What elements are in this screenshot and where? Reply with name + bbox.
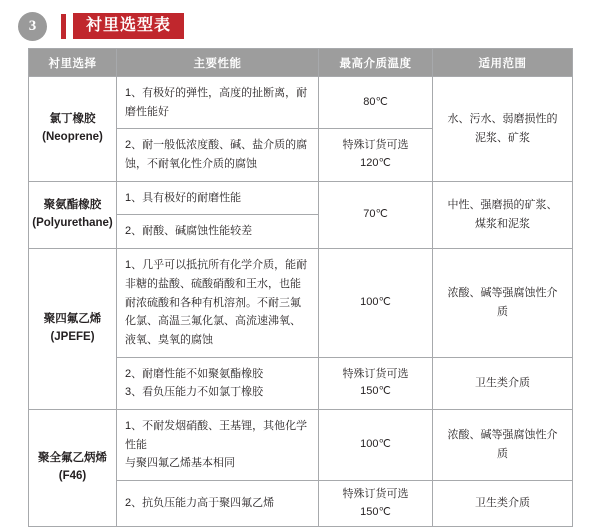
- cell-lining-fep: [29, 409, 117, 526]
- cell-temperature: 80℃: [319, 77, 433, 129]
- lining-name-en: (JPEFE): [50, 331, 95, 344]
- scope-line-2: 泥浆、矿浆: [475, 131, 530, 144]
- performance-line-2: 3、看负压能力不如氯丁橡胶: [125, 386, 264, 399]
- scope-line-2: 质: [497, 305, 508, 318]
- title-wrap: [61, 13, 184, 40]
- title-accent-bar: [61, 14, 66, 39]
- lining-table-wrap: [0, 42, 600, 527]
- cell-performance: [117, 357, 319, 409]
- step-badge: 3: [18, 12, 47, 41]
- cell-scope: 卫生类介质: [433, 481, 573, 527]
- cell-temperature: 100℃: [319, 409, 433, 480]
- section-header: [0, 0, 600, 42]
- cell-lining-polyurethane: [29, 181, 117, 248]
- scope-line-2: 煤浆和泥浆: [475, 217, 530, 230]
- lining-selection-table: [28, 48, 573, 527]
- cell-scope: [433, 409, 573, 480]
- performance-line-1: 1、不耐发烟硝酸、王基锂，其他化学性能: [125, 419, 308, 451]
- cell-temperature: [319, 481, 433, 527]
- lining-name-en: (Neoprene): [42, 130, 103, 143]
- cell-performance: 1、有极好的弹性，高度的扯断离，耐磨性能好: [117, 77, 319, 129]
- cell-scope: [433, 249, 573, 357]
- cell-temperature: [319, 357, 433, 409]
- cell-lining-ptfe: [29, 249, 117, 410]
- scope-line-1: 中性、强磨损的矿浆、: [447, 199, 558, 212]
- cell-lining-neoprene: [29, 77, 117, 182]
- lining-name-cn: 聚氨酯橡胶: [43, 199, 102, 212]
- scope-line-2: 质: [497, 447, 508, 460]
- cell-temperature: [319, 129, 433, 181]
- column-header-performance: 主要性能: [117, 49, 319, 77]
- cell-performance: 1、几乎可以抵抗所有化学介质，能耐非糖的盐酸、硫酸硝酸和王水，也能耐浓硫酸和各种有机溶剂。不耐三氟化氯、高温三氟化氯、高流速沸氧、液氧、臭氧的腐蚀: [117, 249, 319, 357]
- cell-scope: [433, 77, 573, 182]
- lining-name-cn: 聚四氟乙烯: [43, 313, 102, 326]
- cell-scope: [433, 181, 573, 248]
- temperature-line-1: 特殊订货可选: [342, 488, 409, 500]
- cell-performance: 2、耐一般低浓度酸、碱、盐介质的腐蚀，不耐氧化性介质的腐蚀: [117, 129, 319, 181]
- lining-name-cn: 氯丁橡胶: [49, 113, 96, 126]
- column-header-temperature: 最高介质温度: [319, 49, 433, 77]
- cell-performance: 2、耐酸、碱腐蚀性能较差: [117, 215, 319, 249]
- scope-line-1: 水、污水、弱磨损性的: [447, 113, 558, 126]
- column-header-lining: 衬里选择: [29, 49, 117, 77]
- cell-performance: 2、抗负压能力高于聚四氟乙烯: [117, 481, 319, 527]
- table-row: [29, 77, 573, 129]
- cell-temperature: 70℃: [319, 181, 433, 248]
- temperature-line-2: 150℃: [360, 505, 391, 518]
- performance-line-1: 2、耐磨性能不如聚氨酯橡胶: [125, 367, 264, 380]
- performance-line-2: 与聚四氟乙烯基本相同: [125, 457, 235, 470]
- cell-performance: 1、具有极好的耐磨性能: [117, 181, 319, 215]
- cell-temperature: 100℃: [319, 249, 433, 357]
- temperature-line-2: 150℃: [360, 385, 391, 398]
- table-header-row: [29, 49, 573, 77]
- lining-name-en: (F46): [58, 470, 87, 483]
- table-row: [29, 181, 573, 215]
- table-row: [29, 409, 573, 480]
- temperature-line-1: 特殊订货可选: [342, 139, 409, 152]
- column-header-scope: 适用范围: [433, 49, 573, 77]
- scope-line-1: 浓酸、碱等强腐蚀性介: [447, 429, 558, 442]
- cell-scope: 卫生类介质: [433, 357, 573, 409]
- lining-name-cn: 聚全氟乙炳烯: [38, 452, 107, 465]
- temperature-line-1: 特殊订货可选: [342, 367, 409, 380]
- temperature-line-2: 120℃: [360, 157, 391, 170]
- cell-performance: [117, 409, 319, 480]
- scope-line-1: 浓酸、碱等强腐蚀性介: [447, 287, 558, 300]
- page-title: 衬里选型表: [73, 13, 184, 40]
- table-row: [29, 249, 573, 357]
- lining-name-en: (Polyurethane): [32, 216, 113, 229]
